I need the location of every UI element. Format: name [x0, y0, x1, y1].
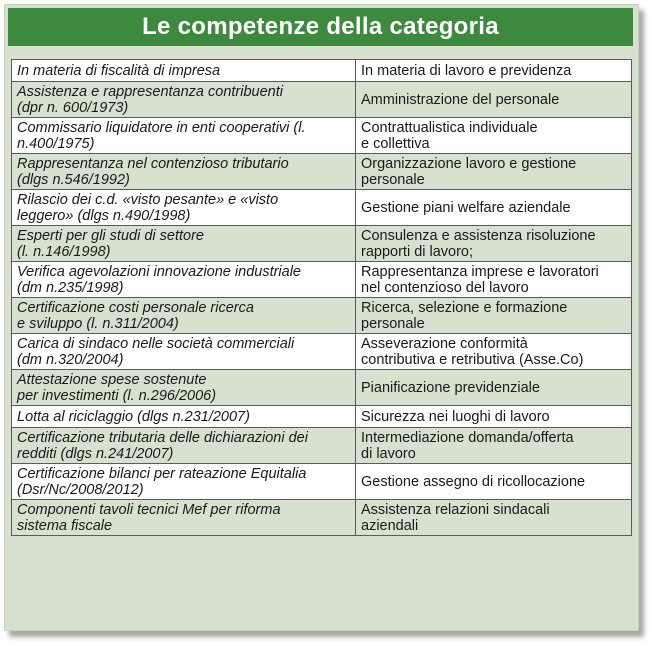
labour-competence-cell: Sicurezza nei luoghi di lavoro — [356, 406, 632, 428]
table-row — [12, 82, 632, 118]
labour-competence-cell: Gestione piani welfare aziendale — [356, 190, 632, 226]
competences-table — [11, 59, 632, 536]
table-row — [12, 406, 632, 428]
table-row — [12, 190, 632, 226]
fiscal-competence-cell: Commissario liquidatore in enti cooperativi (l. n.400/1975) — [12, 118, 356, 154]
fiscal-competence-cell: Assistenza e rappresentanza contribuenti (dpr n. 600/1973) — [12, 82, 356, 118]
fiscal-competence-cell: Verifica agevolazioni innovazione industriale (dm n.235/1998) — [12, 262, 356, 298]
fiscal-competence-cell: Rilascio dei c.d. «visto pesante» e «visto leggero» (dlgs n.490/1998) — [12, 190, 356, 226]
table-row — [12, 262, 632, 298]
fiscal-competence-cell: Esperti per gli studi di settore (l. n.146/1998) — [12, 226, 356, 262]
table-row — [12, 154, 632, 190]
fiscal-competence-cell: Certificazione costi personale ricerca e sviluppo (l. n.311/2004) — [12, 298, 356, 334]
fiscal-competence-cell: Rappresentanza nel contenzioso tributario (dlgs n.546/1992) — [12, 154, 356, 190]
labour-competence-cell: Asseverazione conformità contributiva e retributiva (Asse.Co) — [356, 334, 632, 370]
table-header-row — [12, 60, 632, 82]
fiscal-competence-cell: Carica di sindaco nelle società commerciali (dm n.320/2004) — [12, 334, 356, 370]
table-row — [12, 334, 632, 370]
table-row — [12, 298, 632, 334]
table-row — [12, 118, 632, 154]
card-title: Le competenze della categoria — [8, 8, 633, 46]
table-row — [12, 500, 632, 536]
table-row — [12, 428, 632, 464]
labour-competence-cell: Assistenza relazioni sindacali aziendali — [356, 500, 632, 536]
table-row — [12, 226, 632, 262]
competences-card — [4, 4, 639, 631]
labour-competence-cell: Pianificazione previdenziale — [356, 370, 632, 406]
fiscal-competence-cell: Componenti tavoli tecnici Mef per riforma sistema fiscale — [12, 500, 356, 536]
labour-competence-cell: Gestione assegno di ricollocazione — [356, 464, 632, 500]
fiscal-competence-cell: Lotta al riciclaggio (dlgs n.231/2007) — [12, 406, 356, 428]
labour-competence-cell: Organizzazione lavoro e gestione personale — [356, 154, 632, 190]
fiscal-competence-cell: Certificazione bilanci per rateazione Equitalia (Dsr/Nc/2008/2012) — [12, 464, 356, 500]
fiscal-competence-cell: Certificazione tributaria delle dichiarazioni dei redditi (dlgs n.241/2007) — [12, 428, 356, 464]
header-labour: In materia di lavoro e previdenza — [356, 60, 632, 82]
table-row — [12, 370, 632, 406]
header-fiscal: In materia di fiscalità di impresa — [12, 60, 356, 82]
table-row — [12, 464, 632, 500]
labour-competence-cell: Ricerca, selezione e formazione personale — [356, 298, 632, 334]
labour-competence-cell: Intermediazione domanda/offerta di lavoro — [356, 428, 632, 464]
labour-competence-cell: Amministrazione del personale — [356, 82, 632, 118]
labour-competence-cell: Consulenza e assistenza risoluzione rapporti di lavoro; — [356, 226, 632, 262]
fiscal-competence-cell: Attestazione spese sostenute per investimenti (l. n.296/2006) — [12, 370, 356, 406]
labour-competence-cell: Contrattualistica individuale e collettiva — [356, 118, 632, 154]
labour-competence-cell: Rappresentanza imprese e lavoratori nel contenzioso del lavoro — [356, 262, 632, 298]
